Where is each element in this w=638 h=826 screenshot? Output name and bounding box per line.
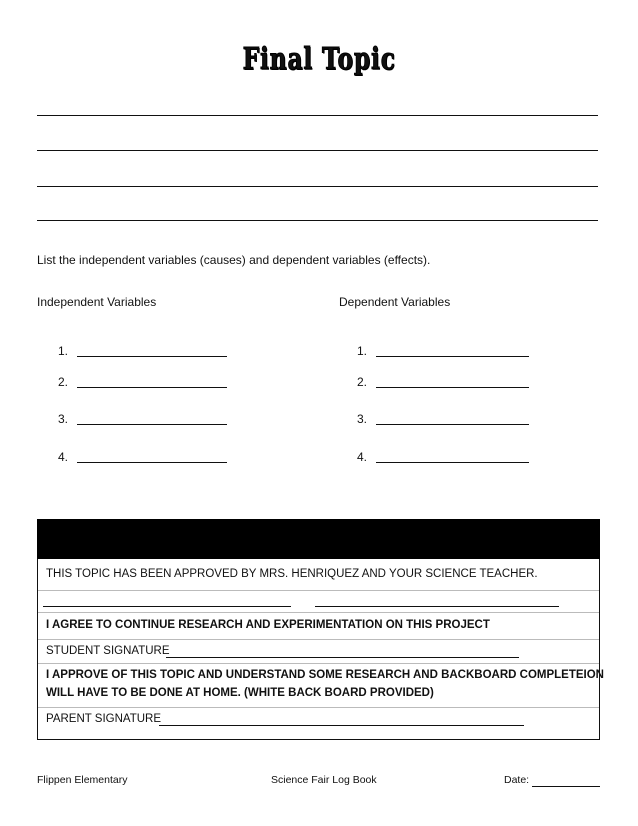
dependent-line-3[interactable] (376, 424, 529, 425)
dependent-line-4[interactable] (376, 462, 529, 463)
dependent-num-4: 4. (357, 450, 368, 464)
dependent-line-2[interactable] (376, 387, 529, 388)
divider (38, 639, 599, 640)
footer-date-line[interactable] (532, 786, 600, 787)
independent-num-1: 1. (58, 344, 69, 358)
topic-line-1[interactable] (37, 115, 598, 116)
approved-text: THIS TOPIC HAS BEEN APPROVED BY MRS. HENRIQUEZ AND YOUR SCIENCE TEACHER. (46, 568, 538, 580)
divider (38, 707, 599, 708)
approver-signature-line-1[interactable] (43, 606, 291, 607)
page-title (0, 42, 638, 77)
student-signature-label: STUDENT SIGNATURE (46, 645, 170, 657)
page-title-text: Final Topic (242, 42, 396, 77)
approver-signature-line-2[interactable] (315, 606, 559, 607)
student-signature-line[interactable] (166, 657, 519, 658)
footer-date-label: Date: (504, 774, 530, 786)
independent-line-3[interactable] (77, 424, 227, 425)
parent-signature-label: PARENT SIGNATURE (46, 713, 162, 725)
topic-line-3[interactable] (37, 186, 598, 187)
independent-num-4: 4. (58, 450, 69, 464)
dependent-num-1: 1. (357, 344, 368, 358)
independent-line-2[interactable] (77, 387, 227, 388)
instruction-text: List the independent variables (causes) and dependent variables (effects). (37, 253, 431, 267)
parent-approve-line-1: I APPROVE OF THIS TOPIC AND UNDERSTAND SOME RESEARCH AND BACKBOARD COMPLETEION (46, 669, 604, 681)
parent-approve-line-2: WILL HAVE TO BE DONE AT HOME. (WHITE BACK BOARD PROVIDED) (46, 687, 434, 699)
independent-num-3: 3. (58, 412, 69, 426)
parent-signature-line[interactable] (159, 725, 524, 726)
independent-num-2: 2. (58, 375, 69, 389)
divider (38, 663, 599, 664)
independent-line-4[interactable] (77, 462, 227, 463)
divider (38, 590, 599, 591)
dependent-num-3: 3. (357, 412, 368, 426)
dependent-num-2: 2. (357, 375, 368, 389)
agree-text: I AGREE TO CONTINUE RESEARCH AND EXPERIMENTATION ON THIS PROJECT (46, 619, 490, 631)
approval-box (37, 559, 604, 740)
independent-heading: Independent Variables (37, 295, 157, 309)
topic-line-4[interactable] (37, 220, 598, 221)
topic-line-2[interactable] (37, 150, 598, 151)
dependent-line-1[interactable] (376, 356, 529, 357)
dependent-heading: Dependent Variables (339, 295, 451, 309)
footer-book: Science Fair Log Book (271, 774, 377, 786)
divider (38, 612, 599, 613)
independent-line-1[interactable] (77, 356, 227, 357)
footer-school: Flippen Elementary (37, 774, 128, 786)
approval-header-bar (37, 519, 600, 559)
